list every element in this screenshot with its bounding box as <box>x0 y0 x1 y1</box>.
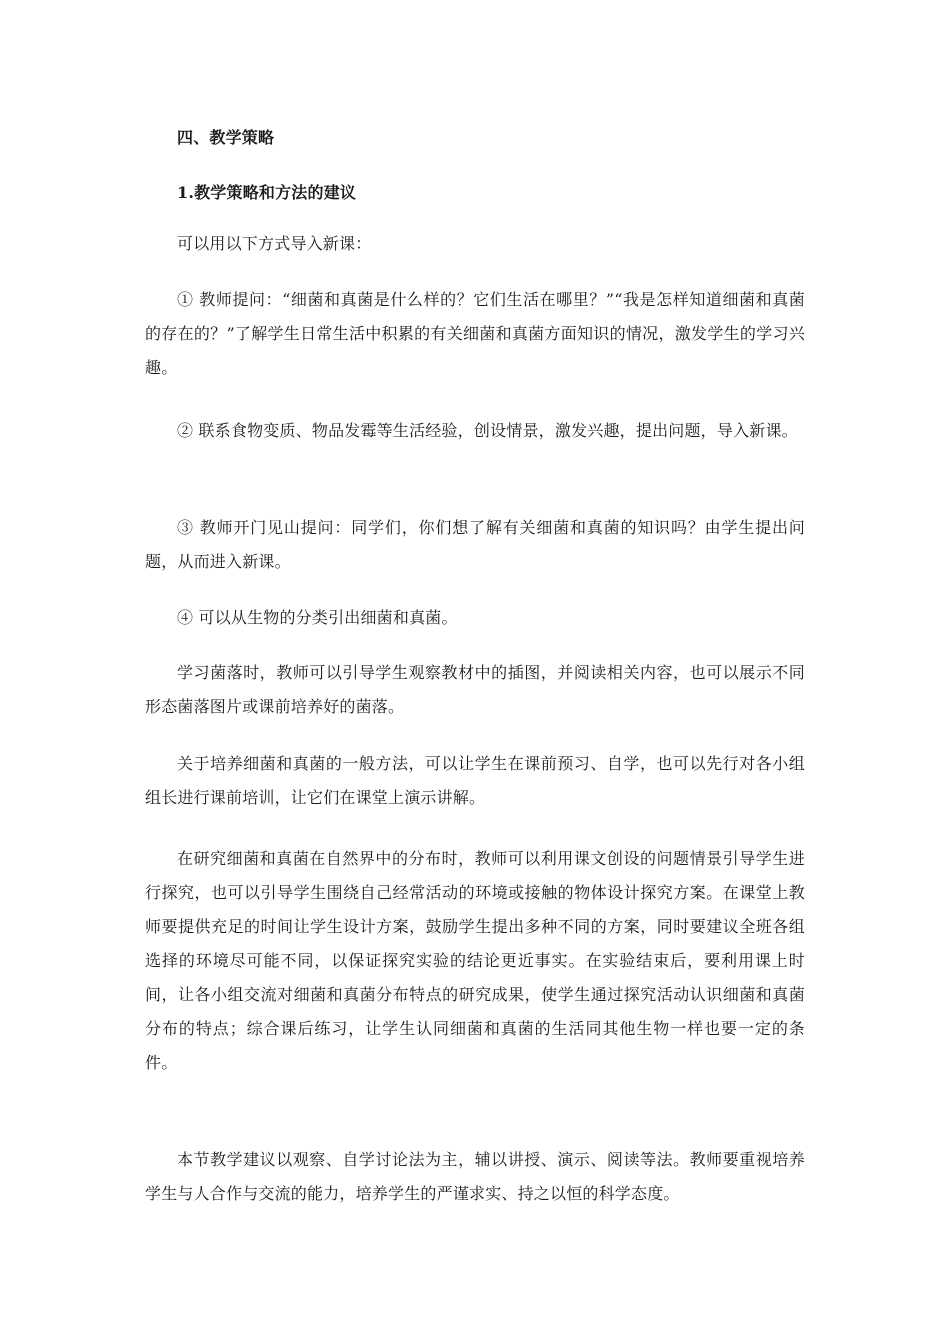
section-heading: 四、教学策略 <box>177 128 275 147</box>
paragraph-intro: 可以用以下方式导入新课： <box>177 234 372 253</box>
paragraph-method-1: ① 教师提问：“细菌和真菌是什么样的？它们生活在哪里？”“我是怎样知道细菌和真菌的存在的？”了解学生日常生活中积累的有关细菌和真菌方面知识的情况，激发学生的学习兴趣。 <box>145 290 805 377</box>
paragraph-summary: 本节教学建议以观察、自学讨论法为主，辅以讲授、演示、阅读等法。教师要重视培养学生与人合作与交流的能力，培养学生的严谨求实、持之以恒的科学态度。 <box>145 1150 805 1203</box>
paragraph-culture: 关于培养细菌和真菌的一般方法，可以让学生在课前预习、自学，也可以先行对各小组组长进行课前培训，让它们在课堂上演示讲解。 <box>145 754 805 807</box>
paragraph-distribution: 在研究细菌和真菌在自然界中的分布时，教师可以利用课文创设的问题情景引导学生进行探究，也可以引导学生围绕自己经常活动的环境或接触的物体设计探究方案。在课堂上教师要提供充足的时间让学生设计方案，鼓励学生提出多种不同的方案，同时要建议全班各组选择的环境尽可能不同，以保证探究实验的结论更近事实。在实验结束后，要利用课上时间，让各小组交流对细菌和真菌分布特点的研究成果，使学生通过探究活动认识细菌和真菌分布的特点；综合课后练习，让学生认同细菌和真菌的生活同其他生物一样也要一定的条件。 <box>145 849 805 1072</box>
sub-heading: 1.教学策略和方法的建议 <box>177 183 357 202</box>
paragraph-method-4: ④ 可以从生物的分类引出细菌和真菌。 <box>177 608 458 627</box>
paragraph-colony: 学习菌落时，教师可以引导学生观察教材中的插图，并阅读相关内容，也可以展示不同形态菌落图片或课前培养好的菌落。 <box>145 663 805 716</box>
paragraph-method-3: ③ 教师开门见山提问：同学们，你们想了解有关细菌和真菌的知识吗？由学生提出问题，从而进入新课。 <box>145 518 805 571</box>
paragraph-method-2: ② 联系食物变质、物品发霉等生活经验，创设情景，激发兴趣，提出问题，导入新课。 <box>177 421 798 440</box>
